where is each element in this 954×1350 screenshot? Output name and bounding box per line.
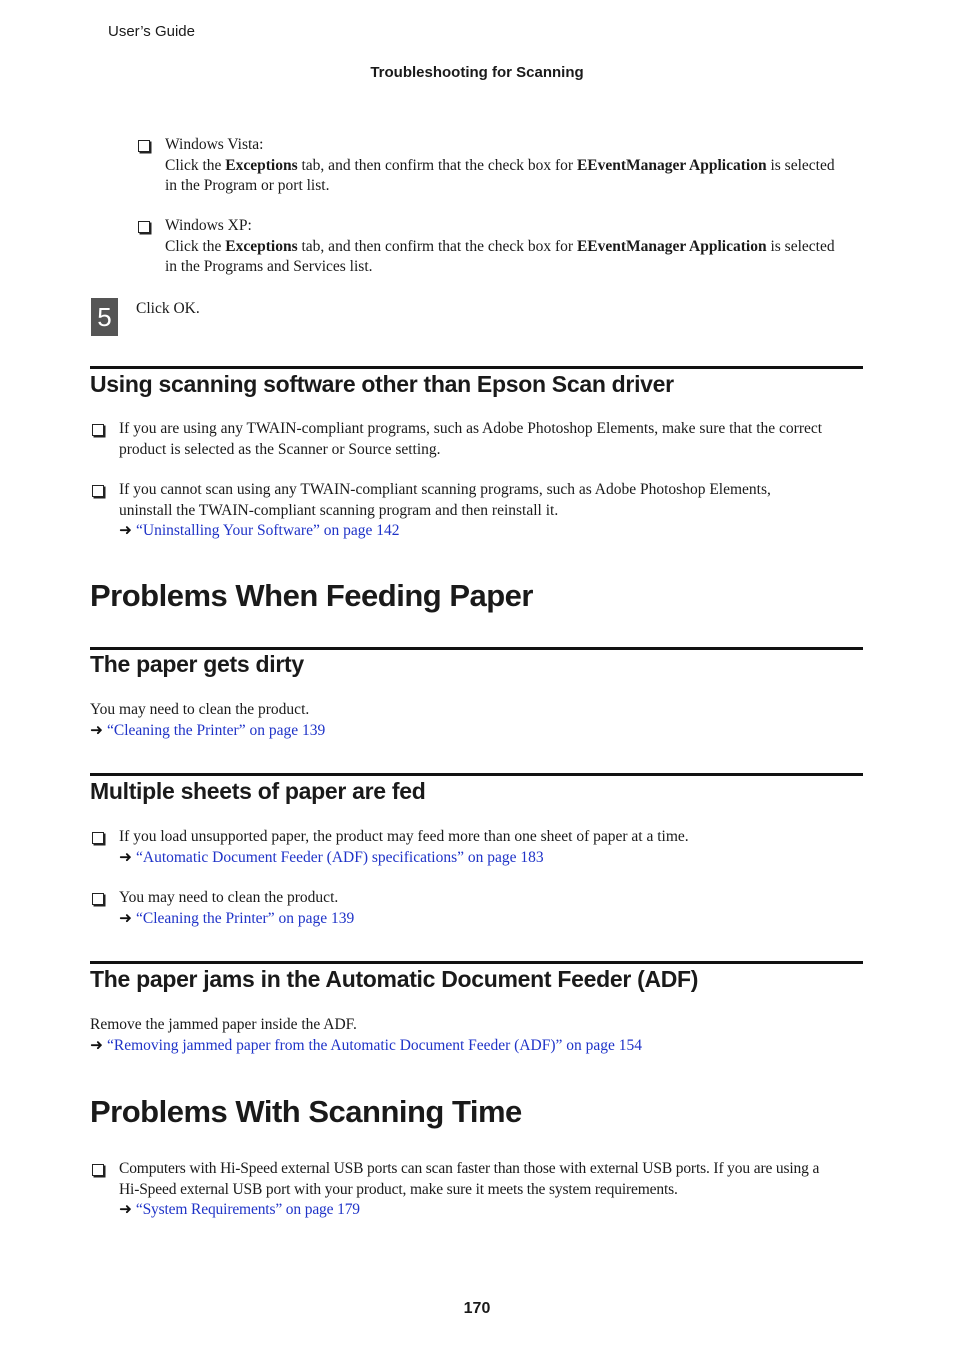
- reference-link-row: [119, 1200, 819, 1221]
- xp-instruction-line2: in the Programs and Services list.: [165, 258, 373, 275]
- section-rule: [90, 773, 863, 776]
- page-number: 170: [463, 1300, 491, 1317]
- checkbox-bullet-icon: [92, 485, 104, 497]
- arrow-right-icon: ➜: [90, 1036, 103, 1054]
- dirty-block: You may need to clean the product. ➜ “Cleaning the Printer” on page 139: [90, 700, 325, 741]
- vista-instruction-line2: in the Program or port list.: [165, 177, 330, 194]
- chapter-heading-feeding: Problems When Feeding Paper: [90, 578, 533, 613]
- system-requirements-link[interactable]: “System Requirements” on page 179: [135, 1201, 360, 1218]
- adf-spec-link[interactable]: “Automatic Document Feeder (ADF) specifications” on page 183: [136, 848, 544, 866]
- checkbox-bullet-icon: [92, 832, 104, 844]
- arrow-right-icon: ➜: [90, 721, 103, 739]
- chapter-heading-scantime: Problems With Scanning Time: [90, 1094, 522, 1129]
- jams-block: Remove the jammed paper inside the ADF. ➜ “Removing jammed paper from the Automatic Document Feeder (ADF)” on page 154: [90, 1015, 642, 1056]
- section-heading-dirty: The paper gets dirty: [90, 651, 304, 677]
- step-number-badge: 5: [91, 298, 118, 336]
- cleaning-link[interactable]: “Cleaning the Printer” on page 139: [136, 909, 355, 927]
- section-heading-twain: Using scanning software other than Epson Scan driver: [90, 371, 674, 397]
- chapter-title: Troubleshooting for Scanning: [370, 64, 584, 81]
- section-rule: [90, 366, 863, 369]
- uninstall-link[interactable]: “Uninstalling Your Software” on page 142: [136, 522, 400, 539]
- reference-link-row: [119, 848, 689, 869]
- arrow-right-icon: ➜: [119, 909, 132, 927]
- arrow-right-icon: ➜: [119, 848, 132, 866]
- guide-title: User’s Guide: [108, 23, 195, 40]
- checkbox-bullet-icon: [92, 893, 104, 905]
- checkbox-bullet-icon: [92, 424, 104, 436]
- scantime-item-1: Computers with Hi-Speed external USB ports can scan faster than those with external USB ports. If you are using a Hi-Speed external USB port with your product, make sure it meets the system requirements. ➜ “System Requirements” on page 179: [119, 1159, 819, 1221]
- section-heading-multiple: Multiple sheets of paper are fed: [90, 778, 426, 804]
- step-text: Click OK.: [136, 300, 200, 317]
- jammed-paper-link[interactable]: “Removing jammed paper from the Automatic Document Feeder (ADF)” on page 154: [107, 1036, 643, 1054]
- reference-link-row: [119, 521, 771, 542]
- multiple-item-2: You may need to clean the product. ➜ “Cleaning the Printer” on page 139: [119, 888, 354, 929]
- reference-link-row: [90, 1036, 642, 1057]
- xp-item: [165, 216, 835, 278]
- vista-item: [165, 135, 835, 197]
- eeventmanager-label: EEventManager Application: [576, 156, 767, 174]
- arrow-right-icon: ➜: [119, 1201, 132, 1218]
- exceptions-tab-label: Exceptions: [225, 237, 298, 255]
- section-rule: [90, 647, 863, 650]
- vista-os: Windows Vista:: [165, 136, 264, 153]
- cleaning-link[interactable]: “Cleaning the Printer” on page 139: [107, 721, 326, 739]
- section-rule: [90, 961, 863, 964]
- reference-link-row: [90, 721, 325, 742]
- multiple-item-1: If you load unsupported paper, the product may feed more than one sheet of paper at a time. ➜ “Automatic Document Feeder (ADF) specifications” on page 183: [119, 827, 689, 868]
- checkbox-bullet-icon: [138, 221, 150, 233]
- twain-item-2: If you cannot scan using any TWAIN-compliant scanning programs, such as Adobe Photoshop Elements, uninstall the TWAIN-compliant scanning program and then reinstall it. ➜ “Uninstalling Your Software” on page 142: [119, 480, 771, 542]
- xp-os: Windows XP:: [165, 217, 252, 234]
- arrow-right-icon: ➜: [119, 522, 132, 539]
- checkbox-bullet-icon: [92, 1164, 104, 1176]
- checkbox-bullet-icon: [138, 140, 150, 152]
- xp-instruction: Click the Exceptions tab, and then confirm that the check box for EEventManager Application is selected: [165, 237, 835, 255]
- eeventmanager-label: EEventManager Application: [576, 237, 767, 255]
- section-heading-jams: The paper jams in the Automatic Document Feeder (ADF): [90, 966, 699, 992]
- reference-link-row: [119, 909, 354, 930]
- twain-item-1: If you are using any TWAIN-compliant programs, such as Adobe Photoshop Elements, make sure that the correct product is selected as the Scanner or Source setting.: [119, 420, 823, 458]
- vista-instruction: Click the Exceptions tab, and then confirm that the check box for EEventManager Application is selected: [165, 156, 835, 174]
- exceptions-tab-label: Exceptions: [225, 156, 298, 174]
